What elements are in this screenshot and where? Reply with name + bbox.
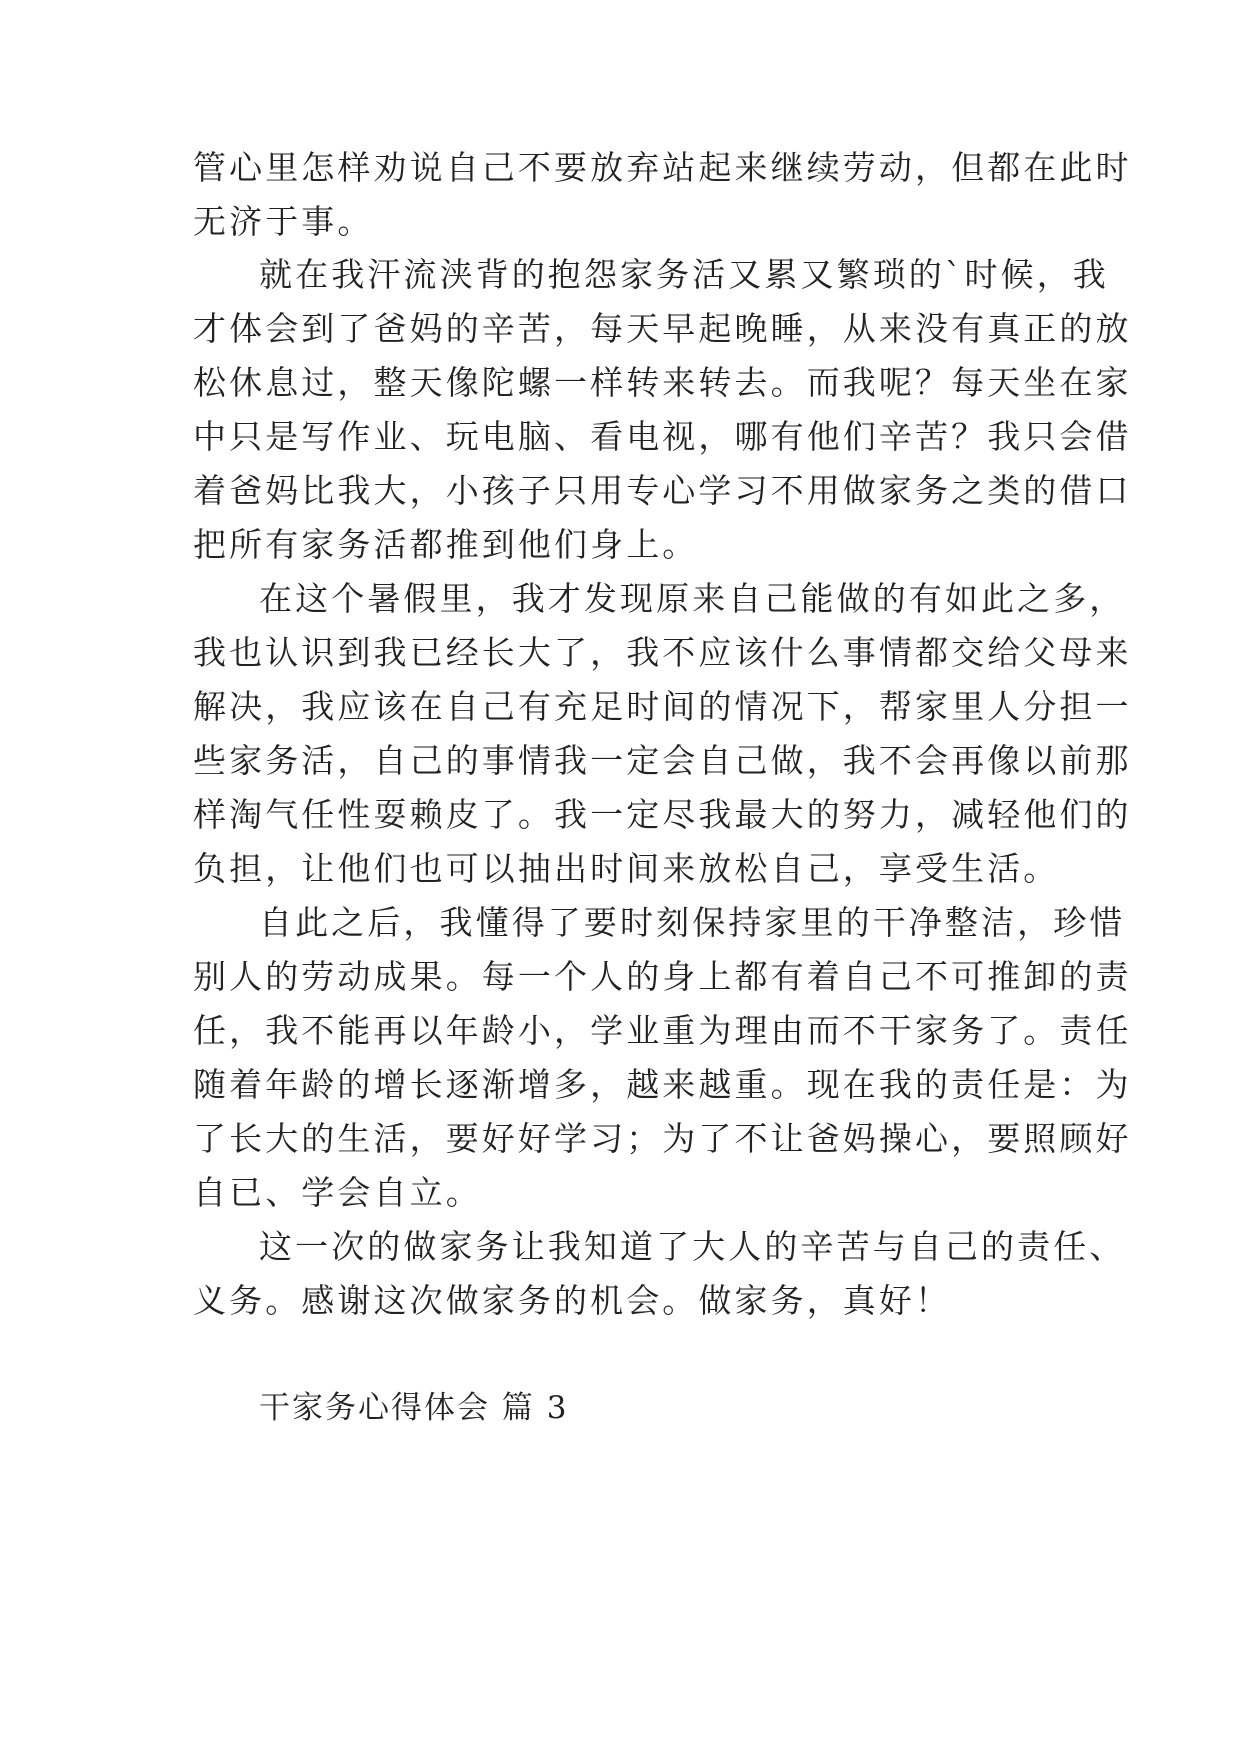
paragraph-3-line-5: 样淘气任性耍赖皮了。我一定尽我最大的努力，减轻他们的: [193, 795, 1132, 834]
paragraph-4-line-5: 了长大的生活，要好好学习；为了不让爸妈操心，要照顾好: [193, 1119, 1132, 1158]
paragraph-3-line-1: 在这个暑假里，我才发现原来自己能做的有如此之多，: [259, 579, 1126, 618]
paragraph-2-line-3: 松休息过，整天像陀螺一样转来转去。而我呢？每天坐在家: [193, 363, 1132, 402]
paragraph-2-line-6: 把所有家务活都推到他们身上。: [193, 525, 699, 564]
paragraph-3-line-2: 我也认识到我已经长大了，我不应该什么事情都交给父母来: [193, 633, 1132, 672]
paragraph-4-line-6: 自已、学会自立。: [193, 1173, 482, 1212]
paragraph-2-line-1: 就在我汗流浃背的抱怨家务活又累又繁琐的`时候，我: [259, 255, 1109, 294]
paragraph-5-line-2: 义务。感谢这次做家务的机会。做家务，真好！: [193, 1281, 952, 1320]
paragraph-4-line-2: 别人的劳动成果。每一个人的身上都有着自己不可推卸的责: [193, 957, 1132, 996]
paragraph-2-line-2: 才体会到了爸妈的辛苦，每天早起晚睡，从来没有真正的放: [193, 309, 1132, 348]
paragraph-3-line-4: 些家务活，自己的事情我一定会自己做，我不会再像以前那: [193, 741, 1132, 780]
paragraph-1-line-2: 无济于事。: [193, 202, 374, 241]
paragraph-4-line-1: 自此之后，我懂得了要时刻保持家里的干净整洁，珍惜: [259, 903, 1126, 942]
paragraph-3-line-3: 解决，我应该在自己有充足时间的情况下，帮家里人分担一: [193, 687, 1132, 726]
paragraph-3-line-6: 负担，让他们也可以抽出时间来放松自己，享受生活。: [193, 849, 1060, 888]
paragraph-5-line-1: 这一次的做家务让我知道了大人的辛苦与自己的责任、: [259, 1227, 1126, 1266]
paragraph-2-line-5: 着爸妈比我大，小孩子只用专心学习不用做家务之类的借口: [193, 471, 1132, 510]
paragraph-1-line-1: 管心里怎样劝说自己不要放弃站起来继续劳动，但都在此时: [193, 148, 1132, 187]
paragraph-4-line-3: 任，我不能再以年龄小，学业重为理由而不干家务了。责任: [193, 1011, 1132, 1050]
paragraph-2-line-4: 中只是写作业、玩电脑、看电视，哪有他们辛苦？我只会借: [193, 417, 1132, 456]
section-heading: 干家务心得体会 篇 3: [259, 1390, 569, 1426]
paragraph-4-line-4: 随着年龄的增长逐渐增多，越来越重。现在我的责任是：为: [193, 1065, 1132, 1104]
